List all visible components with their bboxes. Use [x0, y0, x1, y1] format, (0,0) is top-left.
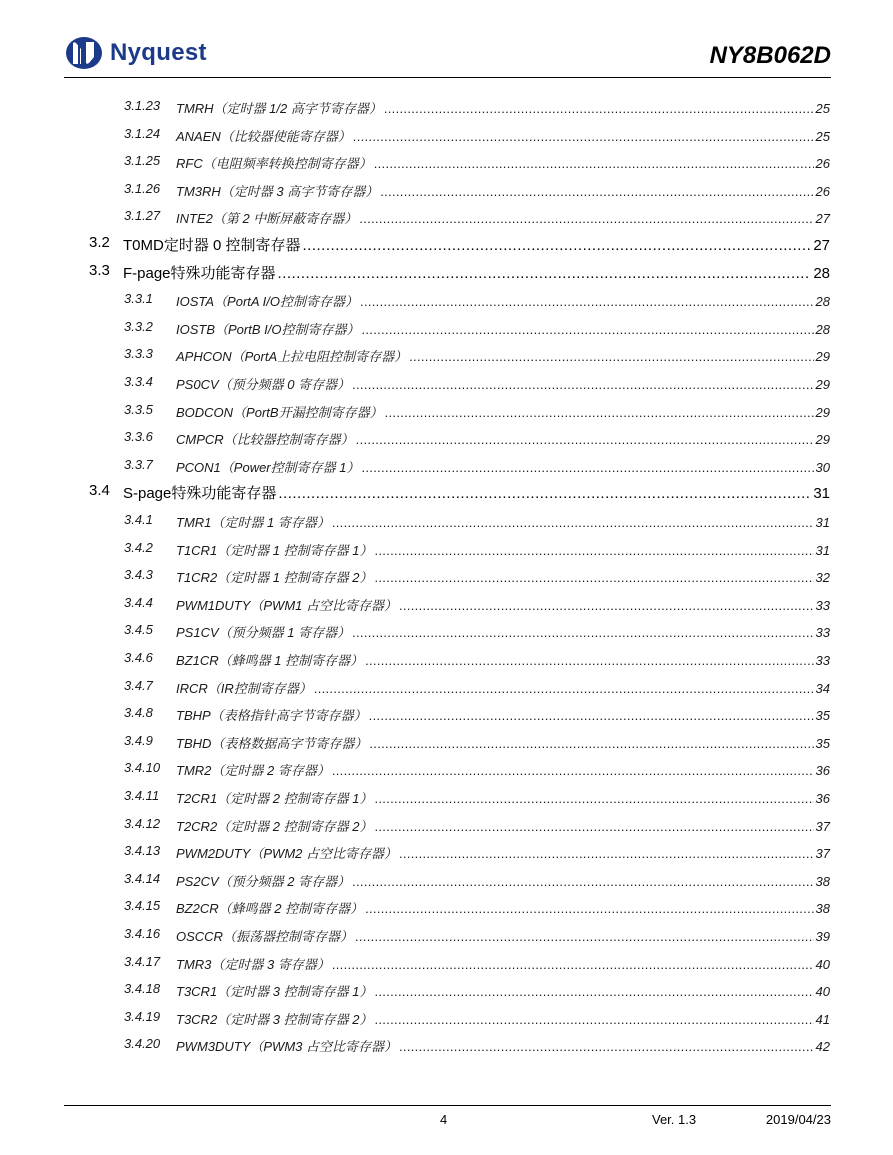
toc-entry-title: TMR1（定时器 1 寄存器） [176, 515, 330, 530]
toc-entry-number: 3.3.5 [124, 401, 153, 417]
toc-entry-title: TBHP（表格指针高字节寄存器） [176, 708, 367, 724]
dot-leader [303, 237, 812, 254]
dot-leader [369, 708, 814, 723]
dot-leader [385, 405, 814, 420]
toc-entry-page: 35 [815, 735, 830, 751]
toc-entry-number: 3.4.12 [124, 815, 161, 831]
toc-entry-title: BZ1CR（蜂鸣器 1 控制寄存器） [176, 653, 364, 668]
toc-entry-page: 36 [815, 763, 830, 779]
company-logo [64, 36, 207, 70]
dot-leader [399, 598, 814, 613]
toc-entry-page: 31 [813, 485, 830, 503]
dot-leader [352, 377, 813, 392]
toc-entry-page: 29 [815, 349, 830, 365]
toc-entry-number: 3.4.8 [124, 705, 153, 721]
dot-leader [374, 984, 813, 999]
toc-entry-title: F-page特殊功能寄存器 [123, 264, 276, 282]
toc-entry-title: T1CR2（定时器 1 控制寄存器 2） [176, 570, 373, 586]
toc-entry-page: 29 [815, 404, 830, 420]
dot-leader [332, 763, 814, 778]
toc-entry-title: IOSTB（PortB I/O控制寄存器） [176, 321, 360, 337]
toc-entry-title: RFC（电阻频率转换控制寄存器） [176, 156, 372, 172]
toc-entry-number: 3.4.4 [124, 594, 153, 610]
dot-leader [353, 129, 814, 144]
toc-entry-number: 3.1.24 [124, 125, 161, 141]
toc-entry-number: 3.3 [89, 261, 110, 279]
header-divider [64, 77, 831, 78]
toc-entry-number: 3.4.16 [124, 926, 161, 941]
dot-leader [352, 625, 813, 640]
toc-entry-page: 27 [813, 237, 830, 254]
toc-entry-number: 3.3.4 [124, 374, 153, 389]
toc-entry-title: TMR2（定时器 2 寄存器） [176, 763, 330, 779]
toc-entry-title: PS2CV（预分频器 2 寄存器） [176, 873, 351, 889]
toc-entry-title: INTE2（第 2 中断屏蔽寄存器） [176, 211, 358, 227]
toc-entry-page: 34 [815, 680, 830, 696]
toc-entry-page: 39 [815, 929, 830, 944]
dot-leader [356, 432, 814, 447]
toc-entry-title: IOSTA（PortA I/O控制寄存器） [176, 294, 359, 310]
toc-entry-page: 26 [815, 183, 830, 199]
toc-entry-page: 28 [815, 321, 830, 337]
dot-leader [369, 736, 813, 751]
dot-leader [374, 791, 813, 806]
toc-entry-title: CMPCR（比较器控制寄存器） [176, 432, 354, 448]
toc-entry-title: TMR3（定时器 3 寄存器） [176, 956, 330, 972]
toc-entry-number: 3.3.3 [124, 346, 153, 362]
toc-entry-number: 3.4.20 [124, 1036, 161, 1052]
dot-leader [359, 211, 813, 226]
document-title: NY8B062D [709, 42, 831, 69]
toc-entry-number: 3.4.9 [124, 732, 153, 748]
dot-leader [384, 101, 814, 116]
toc-entry-number: 3.4.7 [124, 677, 153, 693]
toc-entry-number: 3.4.15 [124, 898, 161, 914]
toc-entry-number: 3.4.3 [124, 567, 153, 583]
toc-entry-page: 28 [815, 294, 830, 310]
toc-entry-number: 3.4.14 [124, 870, 161, 886]
toc-entry-number: 3.1.25 [124, 153, 161, 169]
toc-entry-title: T1CR1（定时器 1 控制寄存器 1） [176, 542, 373, 558]
logo-text: Nyquest [110, 39, 207, 66]
toc-entry-number: 3.4.2 [124, 539, 153, 555]
dot-leader [374, 156, 814, 171]
toc-entry-number: 3.3.6 [124, 429, 153, 445]
toc-entry-title: PS1CV（预分频器 1 寄存器） [176, 625, 351, 641]
toc-entry-title: T2CR2（定时器 2 控制寄存器 2） [176, 818, 373, 834]
dot-leader [365, 901, 813, 916]
footer-page-number: 4 [440, 1112, 448, 1127]
toc-entry-number: 3.1.26 [124, 180, 161, 196]
toc-entry-title: PWM2DUTY（PWM2 占空比寄存器） [176, 846, 398, 862]
dot-leader [278, 265, 812, 282]
toc-entry-page: 40 [815, 956, 830, 972]
toc-entry-page: 37 [815, 846, 830, 862]
toc-entry-title: T0MD定时器 0 控制寄存器 [123, 237, 301, 254]
dot-leader [399, 846, 814, 861]
toc-entry-title: T3CR2（定时器 3 控制寄存器 2） [176, 1011, 373, 1027]
toc-entry-page: 36 [815, 791, 830, 806]
dot-leader [374, 570, 813, 585]
dot-leader [332, 515, 814, 530]
toc-entry-title: PS0CV（预分频器 0 寄存器） [176, 377, 351, 392]
toc-entry-title: TBHD（表格数据高字节寄存器） [176, 735, 368, 751]
toc-entry-number: 3.3.7 [124, 456, 153, 472]
toc-entry-page: 35 [815, 708, 830, 724]
toc-entry-page: 33 [815, 597, 830, 613]
dot-leader [365, 653, 813, 668]
toc-entry-page: 42 [815, 1039, 830, 1055]
dot-leader [278, 485, 811, 502]
dot-leader [399, 1039, 814, 1054]
footer-date: 2019/04/23 [765, 1112, 831, 1127]
toc-entry-page: 33 [815, 625, 830, 641]
toc-entry-title: OSCCR（振荡器控制寄存器） [176, 929, 353, 944]
dot-leader [360, 294, 814, 309]
toc-entry-page: 33 [815, 653, 830, 668]
toc-entry-title: T3CR1（定时器 3 控制寄存器 1） [176, 984, 373, 1000]
dot-leader [355, 929, 814, 944]
toc-entry-page: 29 [815, 432, 830, 448]
toc-entry-number: 3.4.18 [124, 981, 161, 997]
toc-entry-title: PWM1DUTY（PWM1 占空比寄存器） [176, 597, 398, 613]
toc-entry-number: 3.3.1 [124, 291, 153, 307]
toc-entry-title: S-page特殊功能寄存器 [123, 485, 277, 503]
toc-entry-page: 28 [813, 264, 830, 282]
toc-entry-page: 38 [815, 901, 830, 917]
toc-entry-title: PCON1（Power控制寄存器 1） [176, 459, 360, 475]
toc-entry-title: ANAEN（比较器使能寄存器） [176, 128, 351, 144]
toc-entry-page: 29 [815, 377, 830, 392]
toc-entry-number: 3.2 [89, 234, 110, 251]
nyquest-logo-icon [64, 36, 104, 70]
toc-entry-number: 3.1.23 [124, 98, 161, 113]
toc-entry-page: 41 [815, 1011, 830, 1027]
toc-entry-title: TM3RH（定时器 3 高字节寄存器） [176, 183, 379, 199]
toc-entry-number: 3.4.5 [124, 622, 153, 638]
toc-entry-page: 25 [815, 128, 830, 144]
toc-entry-title: APHCON（PortA上拉电阻控制寄存器） [176, 349, 408, 365]
toc-entry-number: 3.4.13 [124, 843, 161, 859]
dot-leader [314, 681, 814, 696]
toc-entry-number: 3.4.6 [124, 650, 153, 665]
toc-entry-page: 31 [815, 515, 830, 530]
toc-entry-number: 3.3.2 [124, 318, 153, 334]
toc-entry-title: TMRH（定时器 1/2 高字节寄存器） [176, 101, 382, 116]
dot-leader [352, 874, 813, 889]
dot-leader [361, 460, 813, 475]
dot-leader [374, 819, 813, 834]
footer-version: Ver. 1.3 [652, 1112, 697, 1127]
dot-leader [374, 543, 813, 558]
toc-entry-page: 31 [815, 542, 830, 558]
toc-entry-title: T2CR1（定时器 2 控制寄存器 1） [176, 791, 373, 806]
toc-entry-page: 26 [815, 156, 830, 172]
toc-entry-number: 3.4.17 [124, 953, 161, 969]
footer-divider [64, 1105, 831, 1106]
dot-leader [374, 1012, 813, 1027]
toc-entry-title: IRCR（IR控制寄存器） [176, 680, 312, 696]
toc-entry-title: BZ2CR（蜂鸣器 2 控制寄存器） [176, 901, 364, 917]
toc-entry-page: 38 [815, 873, 830, 889]
toc-entry-number: 3.4 [89, 482, 110, 500]
dot-leader [332, 957, 814, 972]
toc-entry-number: 3.4.10 [124, 760, 161, 776]
page-header [0, 0, 893, 80]
toc-entry-page: 37 [815, 818, 830, 834]
toc-entry-page: 25 [815, 101, 830, 116]
toc-entry-title: PWM3DUTY（PWM3 占空比寄存器） [176, 1039, 398, 1055]
toc-entry-number: 3.1.27 [124, 208, 161, 224]
dot-leader [361, 322, 813, 337]
toc-entry-page: 32 [815, 570, 830, 586]
toc-entry-number: 3.4.19 [124, 1008, 161, 1024]
dot-leader [380, 184, 813, 199]
toc-entry-page: 27 [815, 211, 830, 227]
toc-entry-page: 40 [815, 984, 830, 1000]
toc-entry-number: 3.4.11 [124, 788, 160, 803]
dot-leader [409, 349, 813, 364]
toc-entry-number: 3.4.1 [124, 512, 153, 527]
toc-entry-page: 30 [815, 459, 830, 475]
toc-entry-title: BODCON（PortB开漏控制寄存器） [176, 404, 383, 420]
